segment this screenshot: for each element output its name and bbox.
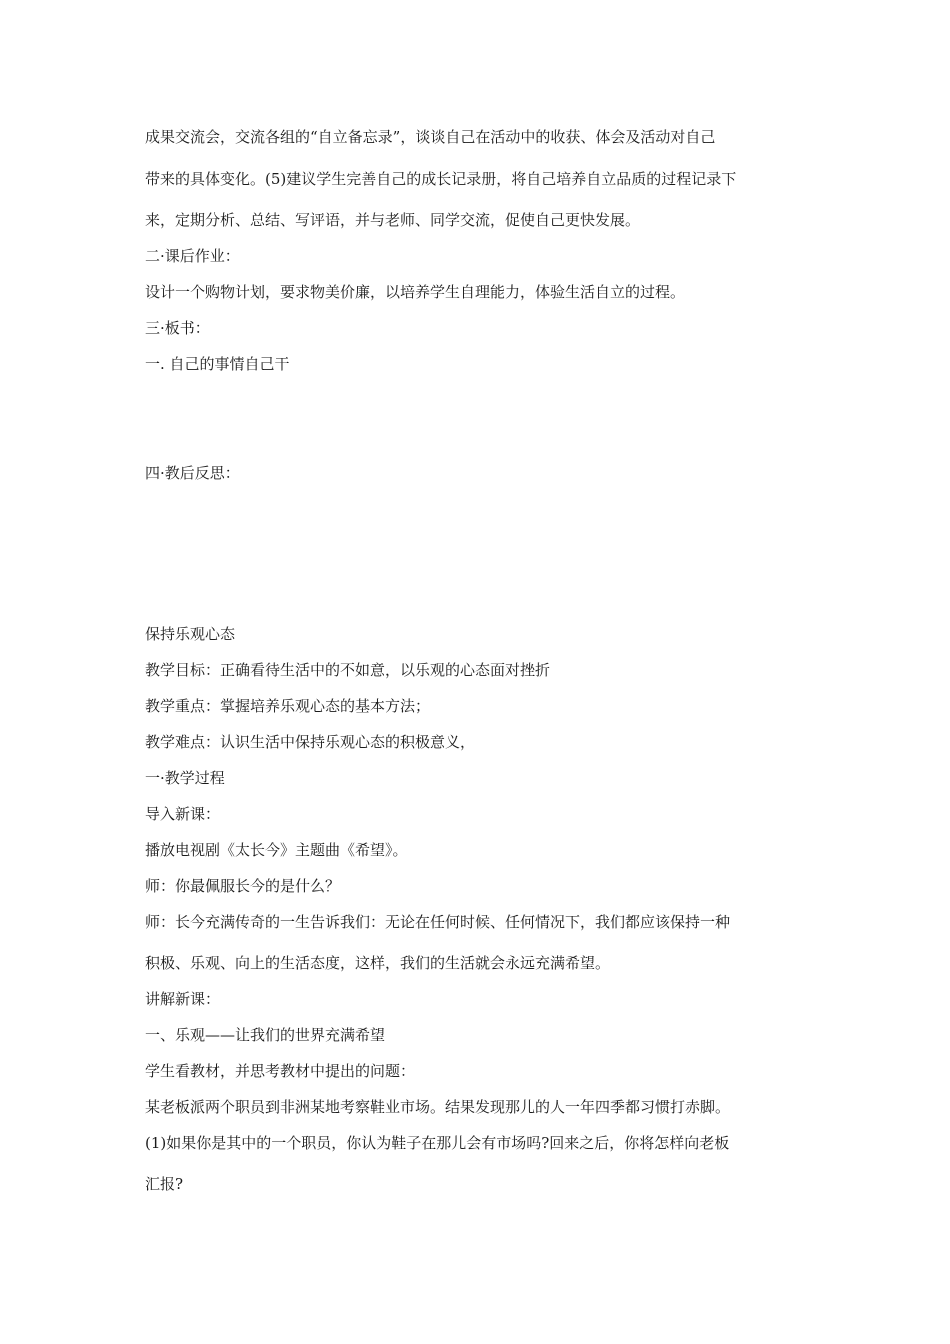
- section-heading: 四·教后反思：: [145, 464, 240, 482]
- paragraph-line: 设计一个购物计划，要求物美价廉，以培养学生自理能力，体验生活自立的过程。: [145, 283, 686, 301]
- paragraph-line: 导入新课：: [145, 805, 221, 823]
- paragraph-line: 播放电视剧《太长今》主题曲《希望》。: [145, 841, 408, 859]
- paragraph-line: 教学难点：认识生活中保持乐观心态的积极意义，: [145, 733, 476, 751]
- paragraph-line: 师：你最佩服长今的是什么？: [145, 877, 341, 895]
- section-heading: 三·板书：: [145, 319, 210, 337]
- paragraph-line: (1)如果你是其中的一个职员，你认为鞋子在那儿会有市场吗?回来之后，你将怎样向老板: [145, 1134, 730, 1152]
- paragraph-line: 教学目标：正确看待生活中的不如意，以乐观的心态面对挫折: [145, 661, 551, 679]
- paragraph-line: 某老板派两个职员到非洲某地考察鞋业市场。结果发现那儿的人一年四季都习惯打赤脚。: [145, 1098, 731, 1116]
- paragraph-line: 积极、乐观、向上的生活态度，这样，我们的生活就会永远充满希望。: [145, 954, 611, 972]
- paragraph-line: 教学重点：掌握培养乐观心态的基本方法；: [145, 697, 431, 715]
- paragraph-line: 讲解新课：: [145, 990, 221, 1008]
- paragraph-line: 汇报?: [145, 1175, 184, 1193]
- paragraph-line: 学生看教材，并思考教材中提出的问题：: [145, 1062, 416, 1080]
- paragraph-line: 成果交流会，交流各组的“自立备忘录”，谈谈自己在活动中的收获、体会及活动对自己: [145, 128, 716, 146]
- paragraph-line: 来，定期分析、总结、写评语，并与老师、同学交流，促使自己更快发展。: [145, 211, 641, 229]
- section-heading: 一·教学过程: [145, 769, 225, 787]
- paragraph-line: 师：长今充满传奇的一生告诉我们：无论在任何时候、任何情况下，我们都应该保持一种: [145, 913, 731, 931]
- paragraph-line: 带来的具体变化。(5)建议学生完善自己的成长记录册，将自己培养自立品质的过程记录下: [145, 170, 737, 188]
- board-item: 一. 自己的事情自己干: [145, 355, 290, 373]
- lesson-title: 保持乐观心态: [145, 625, 236, 643]
- section-heading: 一、乐观——让我们的世界充满希望: [145, 1026, 386, 1044]
- section-heading: 二·课后作业：: [145, 247, 240, 265]
